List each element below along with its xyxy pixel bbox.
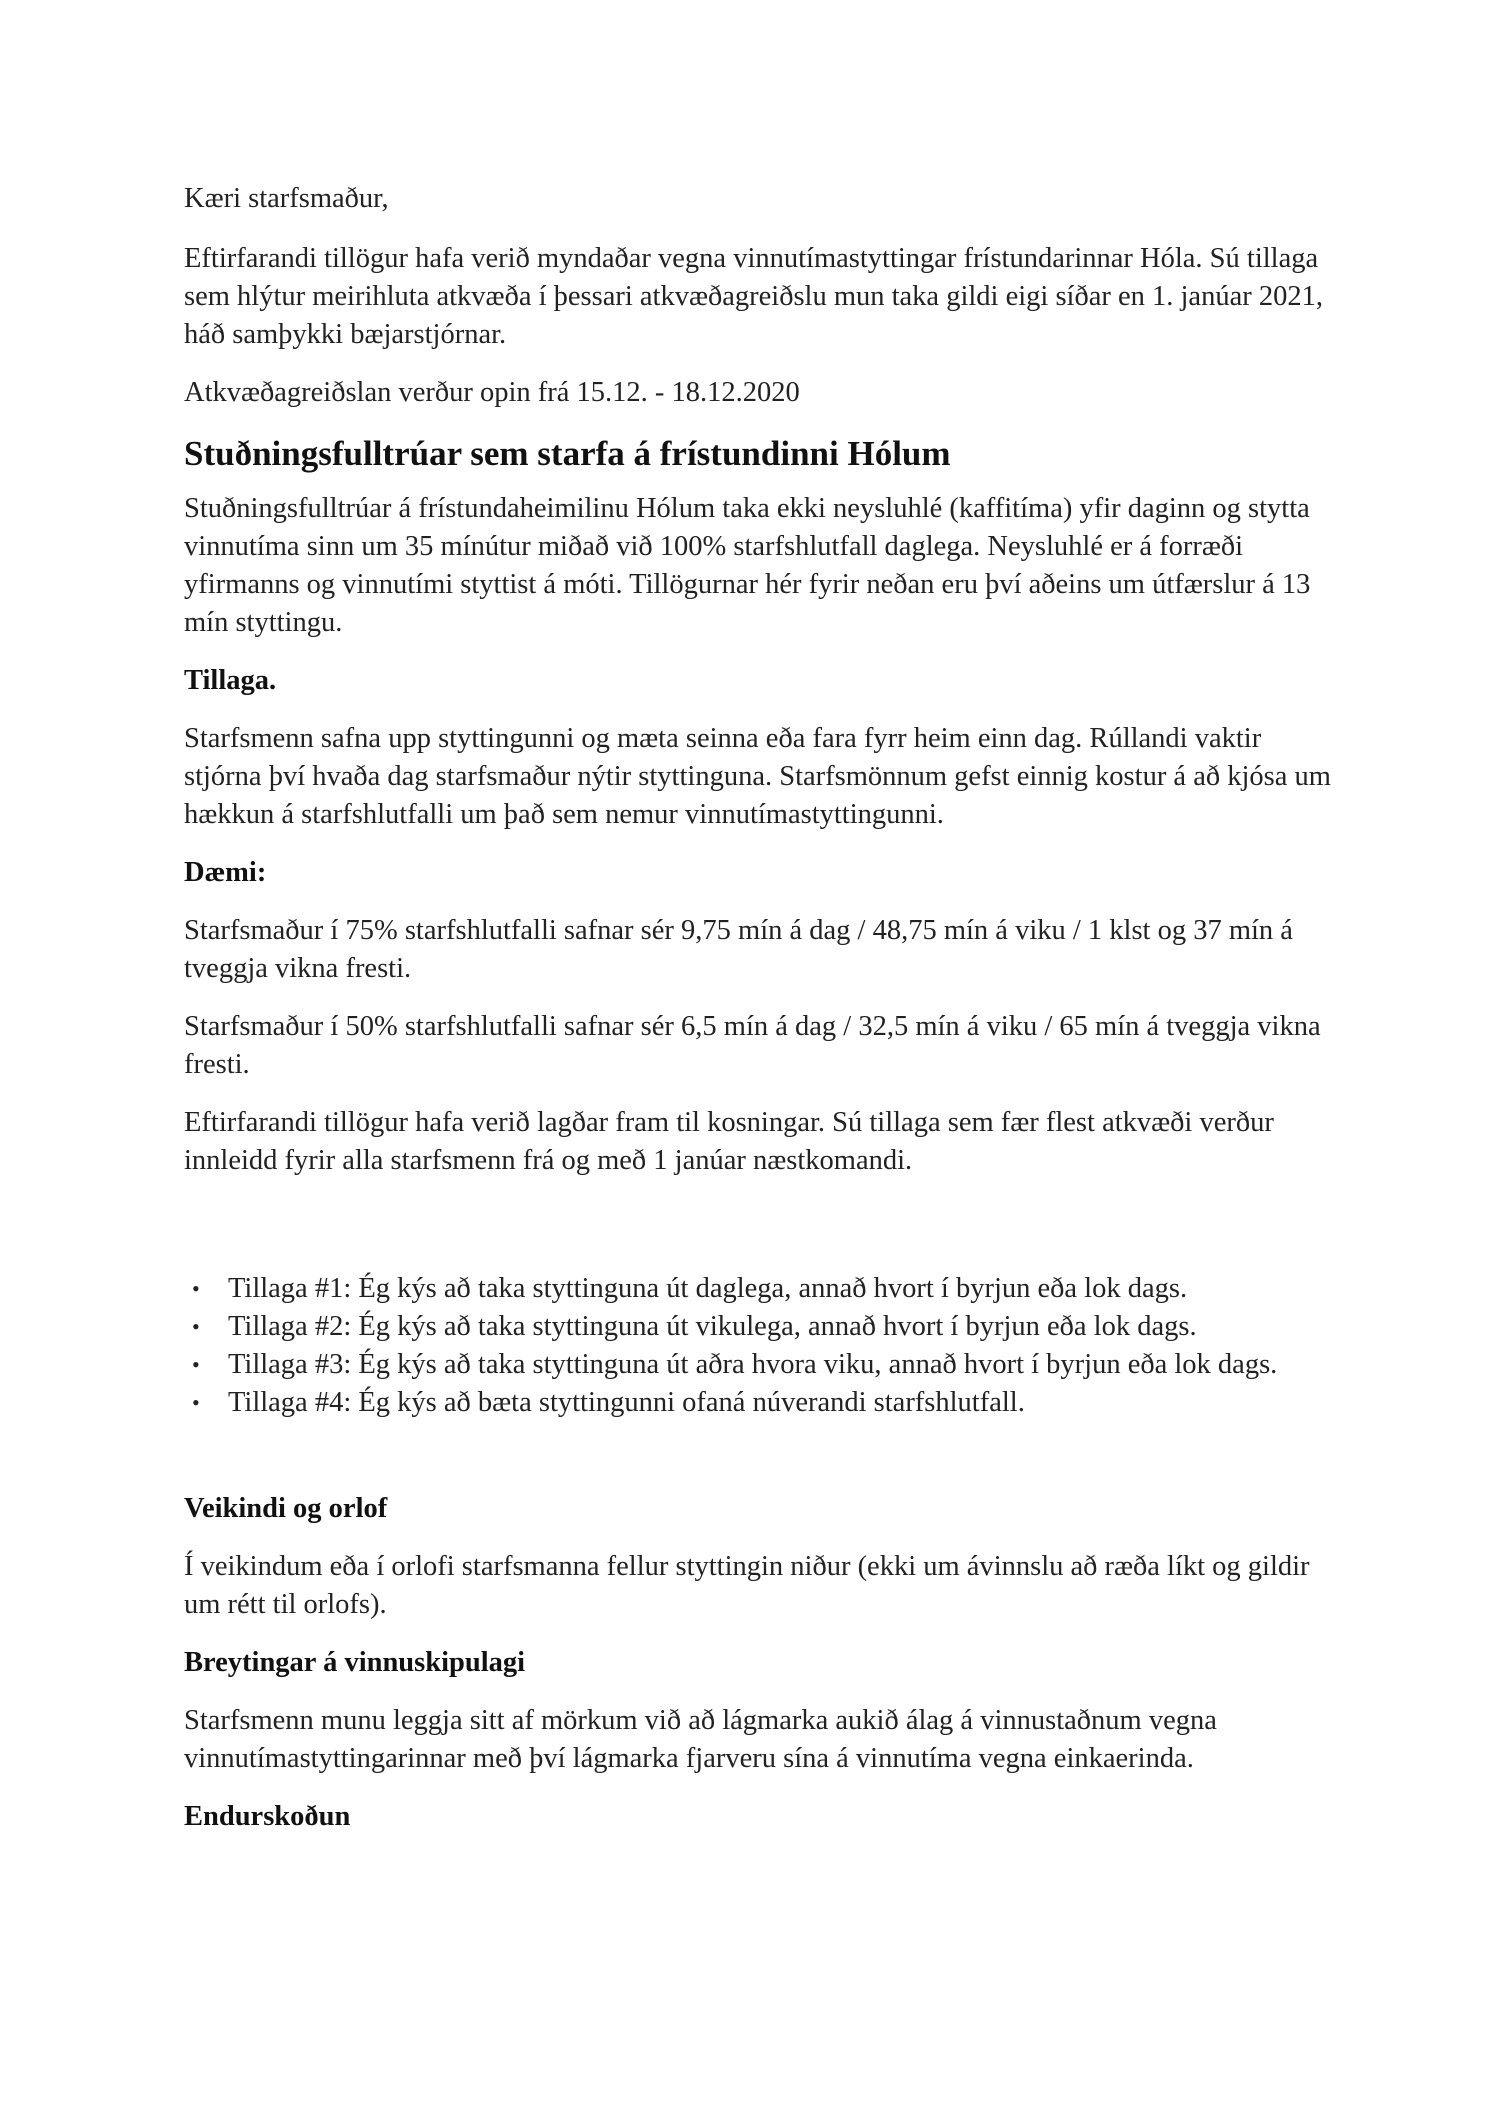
example-50-percent: Starfsmaður í 50% starfshlutfalli safnar sér 6,5 mín á dag / 32,5 mín á viku / 65 mín á tveggja vikna fresti. [184,1011,1321,1080]
sick-heading: Veikindi og orlof [184,1493,388,1524]
section-title: Stuðningsfulltrúar sem starfa á frístundinni Hólum [184,434,951,473]
list-item [184,1346,1344,1384]
sick-text: Í veikindum eða í orlofi starfsmanna fellur styttingin niður (ekki um ávinnslu að ræða líkt og gildir um rétt til orlofs). [184,1551,1310,1620]
proposal-text: Starfsmenn safna upp styttingunni og mæta seinna eða fara fyrr heim einn dag. Rúllandi vaktir stjórna því hvaða dag starfsmaður nýtir styttinguna. Starfsmönnum gefst einnig kostur á að kjósa um hækkun á starfshlutfalli um það sem nemur vinnutímastyttingunni. [184,723,1331,830]
document-page [184,180,1344,1856]
proposal-4: Tillaga #4: Ég kýs að bæta styttingunni ofaná núverandi starfshlutfall. [228,1387,1025,1418]
bullet-icon: • [192,1390,200,1415]
closing-proposals-paragraph: Eftirfarandi tillögur hafa verið lagðar fram til kosningar. Sú tillaga sem fær flest atkvæði verður innleidd fyrir alla starfsmenn frá og með 1 janúar næstkomandi. [184,1107,1274,1176]
bullet-icon: • [192,1276,200,1301]
list-item [184,1308,1344,1346]
review-heading: Endurskoðun [184,1801,351,1832]
proposal-list [184,1270,1344,1422]
example-heading: Dæmi: [184,857,267,888]
bullet-icon: • [192,1352,200,1377]
spacer [184,1200,1344,1270]
changes-heading: Breytingar á vinnuskipulagi [184,1647,526,1678]
bullet-icon: • [192,1314,200,1339]
voting-period: Atkvæðagreiðslan verður opin frá 15.12. - 18.12.2020 [184,377,800,408]
spacer [184,1422,1344,1490]
proposal-2: Tillaga #2: Ég kýs að taka styttinguna út vikulega, annað hvort í byrjun eða lok dags. [228,1311,1197,1342]
proposal-3: Tillaga #3: Ég kýs að taka styttinguna út aðra hvora viku, annað hvort í byrjun eða lok dags. [228,1349,1278,1380]
section-intro: Stuðningsfulltrúar á frístundaheimilinu Hólum taka ekki neysluhlé (kaffitíma) yfir daginn og stytta vinnutíma sinn um 35 mínútur miðað við 100% starfshlutfall daglega. Neysluhlé er á forræði yfirmanns og vinnutími styttist á móti. Tillögurnar hér fyrir neðan eru því aðeins um útfærslur á 13 mín styttingu. [184,493,1311,638]
list-item [184,1270,1344,1308]
intro-paragraph: Eftirfarandi tillögur hafa verið myndaðar vegna vinnutímastyttingar frístundarinnar Hóla. Sú tillaga sem hlýtur meirihluta atkvæða í þessari atkvæðagreiðslu mun taka gildi eigi síðar en 1. janúar 2021, háð samþykki bæjarstjórnar. [184,243,1323,350]
greeting: Kæri starfsmaður, [184,183,389,214]
list-item [184,1384,1344,1422]
changes-text: Starfsmenn munu leggja sitt af mörkum við að lágmarka aukið álag á vinnustaðnum vegna vinnutímastyttingarinnar með því lágmarka fjarveru sína á vinnutíma vegna einkaerinda. [184,1705,1217,1774]
example-75-percent: Starfsmaður í 75% starfshlutfalli safnar sér 9,75 mín á dag / 48,75 mín á viku / 1 klst og 37 mín á tveggja vikna fresti. [184,915,1293,984]
proposal-1: Tillaga #1: Ég kýs að taka styttinguna út daglega, annað hvort í byrjun eða lok dags. [228,1273,1188,1304]
proposal-heading: Tillaga. [184,665,277,696]
